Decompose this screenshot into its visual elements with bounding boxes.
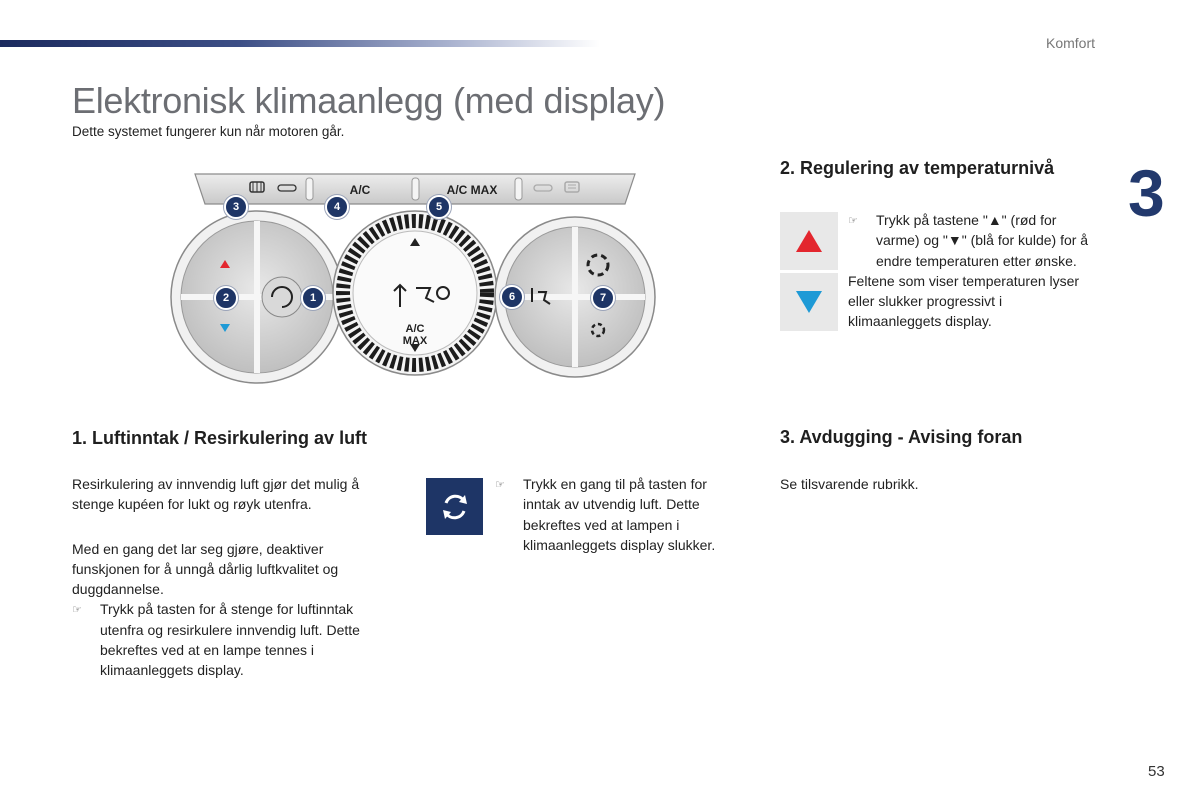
callout-2: 2 bbox=[214, 286, 238, 310]
center-display bbox=[333, 211, 497, 375]
section-name: Komfort bbox=[1046, 35, 1096, 51]
recirculation-box bbox=[426, 478, 483, 535]
section1-bullet1 bbox=[72, 599, 394, 680]
ac-button-label: A/C bbox=[349, 183, 371, 197]
section1-title: 1. Luftinntak / Resirkulering av luft bbox=[72, 428, 368, 448]
section3-text: Se tilsvarende rubrikk. bbox=[780, 476, 919, 492]
page-title: Elektronisk klimaanlegg (med display) bbox=[72, 80, 666, 121]
temperature-down-icon bbox=[794, 289, 824, 315]
ac-max-button-label: A/C MAX bbox=[446, 183, 498, 197]
section2-bullet-text: Trykk på tastene "▲" (rød for varme) og "▼" (blå for kulde) for å endre temperaturen etter ønske. bbox=[876, 212, 1089, 269]
section2-content bbox=[848, 210, 1096, 332]
chapter-number: 3 bbox=[1128, 156, 1165, 230]
bullet-mark: ☞ bbox=[495, 479, 505, 491]
section1-para2: Med en gang det lar seg gjøre, deaktiver funskjonen for å unngå dårlig luftkvalitet og duggdannelse. bbox=[72, 540, 339, 598]
header-bar bbox=[0, 40, 600, 47]
section2-note: Feltene som viser temperaturen lyser eller slukker progressivt i klimaanleggets display. bbox=[848, 272, 1080, 330]
bullet-mark: ☞ bbox=[848, 215, 858, 227]
section1-bullet1-text: Trykk på tasten for å stenge for luftinntak utenfra og resirkulere innvendig luft. Dette bekreftes ved at en lampe tennes i klimaanleggets display. bbox=[100, 601, 360, 679]
section2-title: 2. Regulering av temperaturnivå bbox=[780, 158, 1055, 178]
display-max-label: MAX bbox=[402, 335, 428, 347]
display-ac-label: A/C bbox=[405, 323, 425, 335]
temperature-up-box bbox=[780, 212, 838, 270]
page-number: 53 bbox=[1148, 763, 1165, 780]
section1-column-right bbox=[495, 474, 743, 555]
climate-control-panel bbox=[160, 160, 660, 390]
callout-7: 7 bbox=[591, 286, 615, 310]
callout-3: 3 bbox=[224, 195, 248, 219]
callout-6: 6 bbox=[500, 285, 524, 309]
recirculation-icon bbox=[437, 489, 473, 525]
bullet-mark: ☞ bbox=[72, 604, 82, 617]
section1-bullet2-text: Trykk en gang til på tasten for inntak av utvendig luft. Dette bekreftes ved at lampen i klimaanleggets display slukker. bbox=[523, 476, 716, 553]
section1-column-left bbox=[72, 474, 394, 681]
temperature-down-box bbox=[780, 273, 838, 331]
temperature-up-icon bbox=[794, 228, 824, 254]
callout-5: 5 bbox=[427, 195, 451, 219]
callout-1: 1 bbox=[301, 286, 325, 310]
section1-para1: Resirkulering av innvendig luft gjør det mulig å stenge kupéen for lukt og røyk utenfra. bbox=[72, 476, 360, 513]
callout-4: 4 bbox=[325, 195, 349, 219]
section1-bullet2 bbox=[495, 474, 743, 555]
section2-bullet bbox=[848, 210, 1096, 271]
section3-title: 3. Avdugging - Avising foran bbox=[780, 427, 1023, 447]
intro-text: Dette systemet fungerer kun når motoren går. bbox=[72, 124, 345, 139]
